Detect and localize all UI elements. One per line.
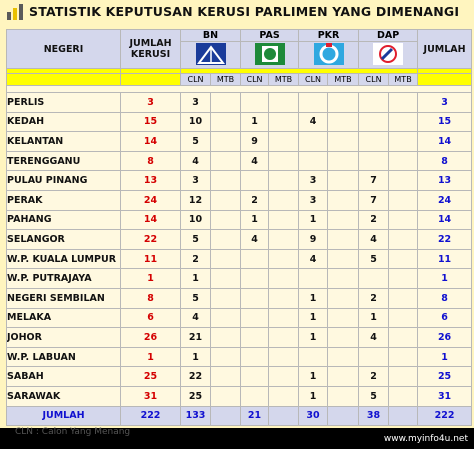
- seats-count: 13: [121, 171, 181, 191]
- dap-mtb: [389, 269, 418, 289]
- bn-mtb: [211, 308, 241, 328]
- pas-cln: [241, 386, 269, 406]
- total-pkr-mtb: [328, 406, 359, 425]
- pas-cln: 1: [241, 210, 269, 230]
- pkr-cln: 1: [299, 367, 328, 387]
- pkr-mtb: [328, 151, 359, 171]
- bn-mtb: [211, 171, 241, 191]
- bn-mtb: [211, 288, 241, 308]
- seats-count: 1: [121, 347, 181, 367]
- seats-count: 15: [121, 112, 181, 132]
- total-dap: 38: [359, 406, 389, 425]
- table-row: [7, 249, 472, 269]
- dap-cln: 2: [359, 288, 389, 308]
- dap-cln: 5: [359, 386, 389, 406]
- pkr-cln: 3: [299, 190, 328, 210]
- pas-cln: 9: [241, 132, 269, 152]
- footer: [0, 428, 474, 449]
- sub-spacer: [7, 74, 121, 86]
- pkr-cln: [299, 347, 328, 367]
- pkr-mtb: [328, 112, 359, 132]
- dap-cln: 7: [359, 171, 389, 191]
- bn-mtb: [211, 386, 241, 406]
- state-name: KELANTAN: [7, 132, 121, 152]
- row-total: 8: [418, 151, 472, 171]
- dap-cln: [359, 151, 389, 171]
- gap-cell: [7, 86, 472, 93]
- bn-mtb: [211, 190, 241, 210]
- party-dap-name: DAP: [359, 30, 418, 42]
- sub-cln: CLN: [359, 74, 389, 86]
- pas-mtb: [269, 308, 299, 328]
- table-row: [7, 171, 472, 191]
- pas-cln: [241, 93, 269, 113]
- bn-cln: 4: [181, 308, 211, 328]
- state-name: KEDAH: [7, 112, 121, 132]
- row-total: 8: [418, 288, 472, 308]
- row-total: 6: [418, 308, 472, 328]
- header-jumlah-kerusi: JUMLAH KERUSI: [121, 30, 181, 69]
- state-name: W.P. PUTRAJAYA: [7, 269, 121, 289]
- bn-mtb: [211, 230, 241, 250]
- table-row: [7, 190, 472, 210]
- pas-cln: 2: [241, 190, 269, 210]
- pkr-mtb: [328, 328, 359, 348]
- dap-mtb: [389, 367, 418, 387]
- pas-mtb: [269, 190, 299, 210]
- sub-cln: CLN: [299, 74, 328, 86]
- seats-count: 3: [121, 93, 181, 113]
- pas-mtb: [269, 112, 299, 132]
- state-name: SARAWAK: [7, 386, 121, 406]
- pas-mtb: [269, 249, 299, 269]
- pkr-mtb: [328, 132, 359, 152]
- bn-cln: 1: [181, 269, 211, 289]
- total-pas: 21: [241, 406, 269, 425]
- pas-cln: 4: [241, 230, 269, 250]
- seats-count: 25: [121, 367, 181, 387]
- pkr-cln: 1: [299, 288, 328, 308]
- seats-count: 6: [121, 308, 181, 328]
- pas-logo: [241, 42, 299, 69]
- pkr-cln: 3: [299, 171, 328, 191]
- state-name: MELAKA: [7, 308, 121, 328]
- pkr-mtb: [328, 190, 359, 210]
- total-bn: 133: [181, 406, 211, 425]
- seats-count: 8: [121, 288, 181, 308]
- bn-cln: 10: [181, 210, 211, 230]
- total-pkr: 30: [299, 406, 328, 425]
- bn-cln: 5: [181, 230, 211, 250]
- pas-cln: [241, 249, 269, 269]
- sub-spacer: [418, 74, 472, 86]
- sub-mtb: MTB: [389, 74, 418, 86]
- state-name: PERLIS: [7, 93, 121, 113]
- total-bn-mtb: [211, 406, 241, 425]
- bn-cln: 21: [181, 328, 211, 348]
- sub-cln: CLN: [241, 74, 269, 86]
- bn-mtb: [211, 249, 241, 269]
- bn-cln: 5: [181, 288, 211, 308]
- pkr-logo: [299, 42, 359, 69]
- pas-mtb: [269, 151, 299, 171]
- pkr-mtb: [328, 210, 359, 230]
- total-label: JUMLAH: [7, 406, 121, 425]
- party-pkr-name: PKR: [299, 30, 359, 42]
- page-title: STATISTIK KEPUTUSAN KERUSI PARLIMEN YANG DIMENANGI: [29, 4, 460, 19]
- bn-cln: 3: [181, 93, 211, 113]
- dap-cln: [359, 347, 389, 367]
- pkr-mtb: [328, 308, 359, 328]
- dap-mtb: [389, 210, 418, 230]
- row-total: 14: [418, 132, 472, 152]
- dap-mtb: [389, 190, 418, 210]
- sub-mtb: MTB: [269, 74, 299, 86]
- pkr-cln: [299, 132, 328, 152]
- table-row: [7, 151, 472, 171]
- table-row: [7, 269, 472, 289]
- pas-cln: [241, 308, 269, 328]
- bn-cln: 10: [181, 112, 211, 132]
- dap-cln: 1: [359, 308, 389, 328]
- bn-mtb: [211, 269, 241, 289]
- dap-mtb: [389, 347, 418, 367]
- pkr-mtb: [328, 171, 359, 191]
- bn-cln: 1: [181, 347, 211, 367]
- header-jumlah: JUMLAH: [418, 30, 472, 69]
- row-total: 1: [418, 347, 472, 367]
- results-table: [6, 29, 472, 426]
- dap-cln: [359, 269, 389, 289]
- dap-mtb: [389, 328, 418, 348]
- total-all: 222: [418, 406, 472, 425]
- pas-cln: 1: [241, 112, 269, 132]
- bn-cln: 25: [181, 386, 211, 406]
- dap-mtb: [389, 308, 418, 328]
- row-total: 24: [418, 190, 472, 210]
- pkr-mtb: [328, 249, 359, 269]
- bn-cln: 5: [181, 132, 211, 152]
- pkr-mtb: [328, 288, 359, 308]
- pkr-logo-icon: [314, 43, 344, 65]
- sub-mtb: MTB: [211, 74, 241, 86]
- pkr-mtb: [328, 386, 359, 406]
- bn-mtb: [211, 210, 241, 230]
- pkr-mtb: [328, 367, 359, 387]
- bn-mtb: [211, 93, 241, 113]
- pas-cln: [241, 171, 269, 191]
- dap-cln: 4: [359, 230, 389, 250]
- pas-mtb: [269, 93, 299, 113]
- bn-cln: 3: [181, 171, 211, 191]
- dap-mtb: [389, 249, 418, 269]
- row-total: 13: [418, 171, 472, 191]
- bn-mtb: [211, 367, 241, 387]
- table-row: [7, 386, 472, 406]
- pas-cln: 4: [241, 151, 269, 171]
- bn-mtb: [211, 151, 241, 171]
- pas-mtb: [269, 210, 299, 230]
- dap-cln: [359, 132, 389, 152]
- dap-mtb: [389, 230, 418, 250]
- state-name: JOHOR: [7, 328, 121, 348]
- total-row: [7, 406, 472, 425]
- dap-mtb: [389, 171, 418, 191]
- pkr-cln: [299, 151, 328, 171]
- table-row: [7, 210, 472, 230]
- pas-mtb: [269, 367, 299, 387]
- pkr-cln: [299, 269, 328, 289]
- chart-icon: [6, 3, 26, 21]
- dap-mtb: [389, 132, 418, 152]
- footer-site: www.myinfo4u.net: [383, 434, 468, 444]
- row-total: 3: [418, 93, 472, 113]
- row-total: 15: [418, 112, 472, 132]
- pas-logo-icon: [255, 43, 285, 65]
- row-total: 14: [418, 210, 472, 230]
- pas-cln: [241, 288, 269, 308]
- bn-mtb: [211, 328, 241, 348]
- seats-count: 8: [121, 151, 181, 171]
- pas-mtb: [269, 132, 299, 152]
- table-row: [7, 132, 472, 152]
- seats-count: 22: [121, 230, 181, 250]
- pas-mtb: [269, 230, 299, 250]
- pas-cln: [241, 269, 269, 289]
- pas-cln: [241, 367, 269, 387]
- header-negeri: NEGERI: [7, 30, 121, 69]
- dap-mtb: [389, 386, 418, 406]
- seats-count: 1: [121, 269, 181, 289]
- pas-mtb: [269, 347, 299, 367]
- pkr-mtb: [328, 269, 359, 289]
- bn-cln: 2: [181, 249, 211, 269]
- bn-mtb: [211, 112, 241, 132]
- sub-mtb: MTB: [328, 74, 359, 86]
- pas-mtb: [269, 328, 299, 348]
- bn-cln: 12: [181, 190, 211, 210]
- gap-row: [7, 86, 472, 93]
- pas-mtb: [269, 171, 299, 191]
- table-row: [7, 93, 472, 113]
- party-bn-name: BN: [181, 30, 241, 42]
- sub-cln: CLN: [181, 74, 211, 86]
- party-pas-name: PAS: [241, 30, 299, 42]
- seats-count: 31: [121, 386, 181, 406]
- pkr-cln: 9: [299, 230, 328, 250]
- dap-mtb: [389, 93, 418, 113]
- state-name: TERENGGANU: [7, 151, 121, 171]
- bn-logo: [181, 42, 241, 69]
- dap-cln: 2: [359, 367, 389, 387]
- dap-cln: 7: [359, 190, 389, 210]
- seats-count: 24: [121, 190, 181, 210]
- row-total: 22: [418, 230, 472, 250]
- pas-mtb: [269, 269, 299, 289]
- sub-spacer: [121, 74, 181, 86]
- dap-logo-icon: [373, 43, 403, 65]
- dap-cln: 5: [359, 249, 389, 269]
- state-name: NEGERI SEMBILAN: [7, 288, 121, 308]
- seats-count: 14: [121, 132, 181, 152]
- bn-mtb: [211, 132, 241, 152]
- pkr-cln: 1: [299, 210, 328, 230]
- pkr-cln: 4: [299, 112, 328, 132]
- total-seats: 222: [121, 406, 181, 425]
- pas-mtb: [269, 288, 299, 308]
- table-row: [7, 367, 472, 387]
- pkr-cln: 1: [299, 328, 328, 348]
- dap-mtb: [389, 112, 418, 132]
- total-pas-mtb: [269, 406, 299, 425]
- title-bar: [0, 0, 474, 26]
- pkr-mtb: [328, 347, 359, 367]
- pkr-cln: 1: [299, 308, 328, 328]
- pkr-cln: 1: [299, 386, 328, 406]
- dap-mtb: [389, 151, 418, 171]
- state-name: PERAK: [7, 190, 121, 210]
- dap-cln: [359, 93, 389, 113]
- pas-mtb: [269, 386, 299, 406]
- seats-count: 14: [121, 210, 181, 230]
- pkr-cln: [299, 93, 328, 113]
- state-name: W.P. KUALA LUMPUR: [7, 249, 121, 269]
- table-row: [7, 347, 472, 367]
- row-total: 25: [418, 367, 472, 387]
- pkr-cln: 4: [299, 249, 328, 269]
- bn-mtb: [211, 347, 241, 367]
- pkr-mtb: [328, 93, 359, 113]
- pas-cln: [241, 347, 269, 367]
- table-row: [7, 230, 472, 250]
- pkr-mtb: [328, 230, 359, 250]
- dap-cln: 2: [359, 210, 389, 230]
- bn-cln: 22: [181, 367, 211, 387]
- total-dap-mtb: [389, 406, 418, 425]
- state-name: PAHANG: [7, 210, 121, 230]
- seats-count: 11: [121, 249, 181, 269]
- row-total: 26: [418, 328, 472, 348]
- state-name: SELANGOR: [7, 230, 121, 250]
- state-name: SABAH: [7, 367, 121, 387]
- row-total: 11: [418, 249, 472, 269]
- bn-logo-icon: [196, 43, 226, 65]
- bn-cln: 4: [181, 151, 211, 171]
- footer-legend: CLN : Calon Yang Menang: [15, 427, 131, 437]
- pas-cln: [241, 328, 269, 348]
- state-name: PULAU PINANG: [7, 171, 121, 191]
- row-total: 31: [418, 386, 472, 406]
- dap-cln: [359, 112, 389, 132]
- dap-mtb: [389, 288, 418, 308]
- table-row: [7, 308, 472, 328]
- dap-cln: 4: [359, 328, 389, 348]
- state-name: W.P. LABUAN: [7, 347, 121, 367]
- table-row: [7, 112, 472, 132]
- seats-count: 26: [121, 328, 181, 348]
- dap-logo: [359, 42, 418, 69]
- row-total: 1: [418, 269, 472, 289]
- table-row: [7, 328, 472, 348]
- table-row: [7, 288, 472, 308]
